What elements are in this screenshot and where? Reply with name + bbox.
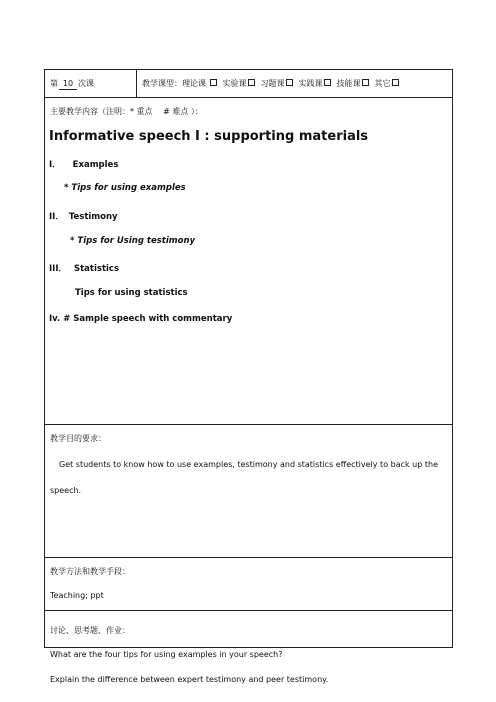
method-text: Teaching; ppt — [50, 591, 104, 600]
outline-item-4 — [49, 314, 232, 324]
outline-item-3 — [49, 262, 119, 274]
checkbox-practice[interactable] — [324, 79, 331, 86]
outline-numeral-2: II． — [49, 212, 64, 222]
course-type-label: 教学课型： — [142, 79, 182, 88]
lesson-number — [50, 79, 94, 90]
outline-text-2: Testimony — [68, 212, 118, 222]
outline-text-3: Statistics — [74, 264, 120, 274]
option-other-label: 其它 — [374, 79, 391, 88]
option-exercise[interactable] — [261, 79, 293, 88]
content-row — [45, 98, 452, 425]
objective-row — [45, 425, 452, 558]
homework-row — [45, 611, 452, 684]
option-other[interactable] — [375, 79, 399, 88]
option-experiment[interactable] — [223, 79, 255, 88]
method-label: 教学方法和教学手段： — [50, 567, 130, 576]
homework-question-2: Explain the difference between expert testimony and peer testimony. — [50, 675, 329, 684]
outline-item-2 — [49, 210, 118, 222]
lecture-title: Informative speech I : supporting materials — [49, 129, 369, 144]
option-theory[interactable] — [182, 79, 217, 88]
course-type-cell — [137, 70, 452, 97]
checkbox-experiment[interactable] — [248, 79, 255, 86]
objective-label: 教学目的要求： — [50, 434, 106, 443]
lesson-number-cell — [45, 70, 137, 97]
option-practice-label: 实践课 — [298, 79, 323, 88]
option-theory-label: 理论课 — [182, 79, 206, 88]
option-exercise-label: 习题课 — [260, 79, 285, 88]
objective-text-line1: Get students to know how to use examples, testimony and statistics effectively to back up the — [59, 460, 439, 469]
checkbox-exercise[interactable] — [286, 79, 293, 86]
option-skill-label: 技能课 — [336, 79, 361, 88]
outline-numeral-3: III． — [49, 264, 67, 274]
lesson-plan-table — [44, 69, 453, 684]
option-experiment-label: 实验课 — [222, 79, 247, 88]
method-row — [45, 558, 452, 611]
objective-text-line2: speech. — [50, 486, 82, 495]
checkbox-other[interactable] — [392, 79, 399, 86]
lesson-number-value: 10 — [59, 79, 77, 90]
tip-statistics: Tips for using statistics — [75, 288, 188, 298]
outline-numeral-4: Iv. — [49, 314, 61, 324]
outline-numeral-1: I． — [49, 160, 61, 170]
option-practice[interactable] — [299, 79, 331, 88]
lesson-suffix: 次课 — [78, 79, 94, 88]
homework-question-1: What are the four tips for using examples in your speech? — [50, 650, 283, 659]
tip-examples: * Tips for using examples — [64, 183, 186, 193]
checkbox-skill[interactable] — [362, 79, 369, 86]
outline-item-1 — [49, 158, 118, 170]
tip-testimony: * Tips for Using testimony — [70, 236, 196, 246]
outline-text-4: # Sample speech with commentary — [63, 314, 233, 324]
homework-label: 讨论、思考题、作业： — [50, 626, 130, 635]
lesson-prefix: 第 — [50, 79, 58, 88]
checkbox-theory[interactable] — [210, 79, 217, 86]
option-skill[interactable] — [337, 79, 369, 88]
outline-text-1: Examples — [72, 160, 119, 170]
course-type — [142, 79, 399, 89]
content-label: 主要教学内容（注明：* 重点 # 难点 ）： — [50, 107, 203, 116]
header-row — [45, 70, 452, 98]
